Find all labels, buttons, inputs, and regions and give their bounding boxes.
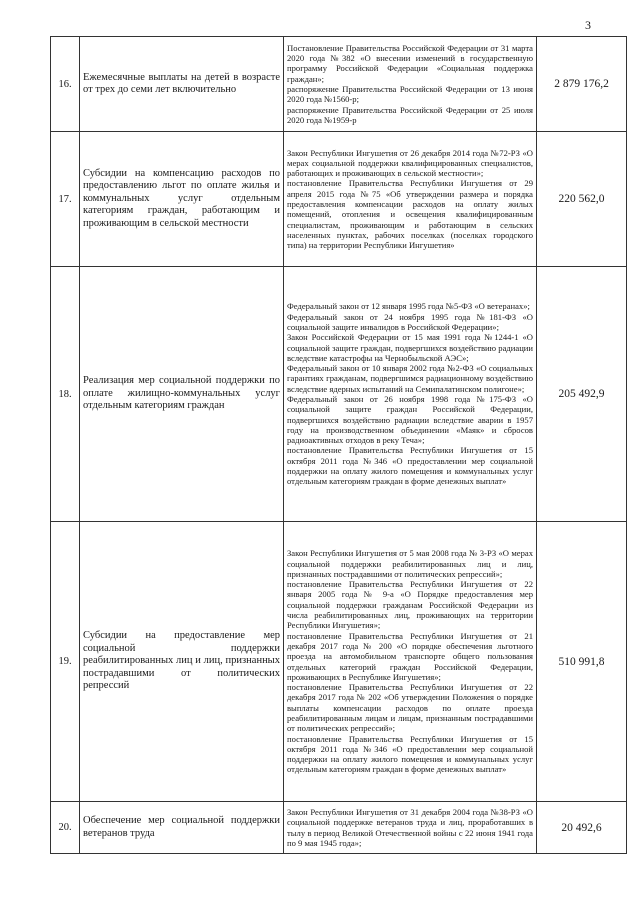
expense-name: Ежемесячные выплаты на детей в возрасте от трех до семи лет включительно	[80, 37, 284, 132]
table-row	[51, 132, 627, 267]
basis-item: постановление Правительства Республики Ингушетия от 15 октября 2011 года №346 «О предоставлении мер социальной поддержки на оплату жилого помещения и коммунальных услуг отдельным категориям граждан в форме денежных выплат»	[287, 445, 533, 487]
table-row	[51, 267, 627, 522]
basis-item: постановление Правительства Республики Ингушетия от 29 апреля 2015 года №75 «Об утверждении размера и порядка предоставления компенсации расходов на оплату жилых помещений, отопления и освещения квалифицированным специалистам, проживающим и работающим в сельских населенных пунктах, рабочих поселках (поселках городского типа) на территории Республики Ингушетия»	[287, 178, 533, 251]
basis-item: постановление Правительства Республики Ингушетия от 15 октября 2011 года №346 «О предоставлении мер социальной поддержки на оплату жилого помещения и коммунальных услуг отдельным категориям граждан в форме денежных выплат»	[287, 733, 533, 775]
table-row	[51, 522, 627, 802]
basis-item: постановление Правительства Республики Ингушетия от 22 декабря 2017 года № 202 «Об утверждении Положения о порядке выплаты компенсации расходов по оплате проезда реабилитированным лицам и лицам, признанным пострадавшими от политических репрессий»;	[287, 682, 533, 734]
amount: 220 562,0	[537, 132, 627, 267]
budget-table	[50, 36, 627, 854]
amount: 2 879 176,2	[537, 37, 627, 132]
basis-item: Федеральный закон от 24 ноября 1995 года №181-ФЗ «О социальной защите инвалидов в Российской Федерации»;	[287, 311, 533, 332]
table-row	[51, 37, 627, 132]
basis-item: постановление Правительства Республики Ингушетия от 22 января 2005 года № 9-а «О Порядке предоставления мер социальной поддержки гражданам Российской Федерации из числа реабилитированных лиц, проживающих на территории Республики Ингушетия»;	[287, 579, 533, 631]
legal-basis	[284, 802, 537, 854]
row-number: 17.	[51, 132, 80, 267]
basis-item: Федеральный закон от 12 января 1995 года №5-ФЗ «О ветеранах»;	[287, 301, 530, 312]
basis-item: постановление Правительства Республики Ингушетия от 21 декабря 2017 года № 200 «О порядке обеспечения льготного проезда на автомобильном транспорте общего пользования отдельных категорий граждан Российской Федерации, проживающих в Республике Ингушетия»;	[287, 630, 533, 682]
expense-name: Обеспечение мер социальной поддержки ветеранов труда	[80, 802, 284, 854]
amount: 20 492,6	[537, 802, 627, 854]
basis-item: Федеральный закон от 10 января 2002 года №2-ФЗ «О социальных гарантиях гражданам, подвергшимся радиационному воздействию вследствие ядерных испытаний на Семипалатинском полигоне»;	[287, 363, 533, 394]
basis-item: Постановление Правительства Российской Федерации от 31 марта 2020 года №382 «О внесении изменений в государственную программу Российской Федерации «Социальная поддержка граждан»;	[287, 42, 533, 84]
table-row	[51, 802, 627, 854]
basis-item: распоряжение Правительства Российской Федерации от 25 июля 2020 года №1959-р	[287, 104, 533, 125]
row-number: 18.	[51, 267, 80, 522]
legal-basis	[284, 37, 537, 132]
basis-item: Закон Республики Ингушетия от 31 декабря 2004 года №38-РЗ «О социальной поддержке ветеранов труда и лиц, проработавших в тылу в период Великой Отечественной войны с 22 июня 1941 года по 9 мая 1945 года»;	[287, 806, 533, 848]
legal-basis	[284, 132, 537, 267]
expense-name: Субсидии на компенсацию расходов по предоставлению льгот по оплате жилья и коммунальных услуг отдельным категориям граждан, работающим и проживающим в сельской местности	[80, 132, 284, 267]
legal-basis	[284, 522, 537, 802]
page-number: 3	[585, 18, 591, 32]
basis-item: Закон Республики Ингушетия от 26 декабря 2014 года №72-РЗ «О мерах социальной поддержки квалифицированных специалистов, работающих и проживающих в сельской местности»;	[287, 147, 533, 179]
basis-item: Закон Республики Ингушетия от 5 мая 2008 года № 3-РЗ «О мерах социальной поддержки реабилитированных лиц и лиц, признанных пострадавшими от политических репрессий»;	[287, 548, 533, 579]
amount: 510 991,8	[537, 522, 627, 802]
basis-item: Федеральный закон от 26 ноября 1998 года №175-ФЗ «О социальной защите граждан Российской Федерации, подвергшихся воздействию радиации вследствие аварии в 1957 году на производственном объединении «Маяк» и сбросов радиоактивных отходов в реку Теча»;	[287, 394, 533, 446]
expense-name: Реализация мер социальной поддержки по оплате жилищно-коммунальных услуг отдельным категориям граждан	[80, 267, 284, 522]
legal-basis	[284, 267, 537, 522]
expense-name: Субсидии на предоставление мер социальной поддержки реабилитированных лиц и лиц, признанных пострадавшими от политических репрессий	[80, 522, 284, 802]
basis-item: Закон Российской Федерации от 15 мая 1991 года №1244-1 «О социальной защите граждан, подвергшихся воздействию радиации вследствие катастрофы на Чернобыльской АЭС»;	[287, 332, 533, 363]
basis-item: распоряжение Правительства Российской Федерации от 13 июня 2020 года №1560-р;	[287, 84, 533, 105]
row-number: 19.	[51, 522, 80, 802]
amount: 205 492,9	[537, 267, 627, 522]
row-number: 16.	[51, 37, 80, 132]
row-number: 20.	[51, 802, 80, 854]
